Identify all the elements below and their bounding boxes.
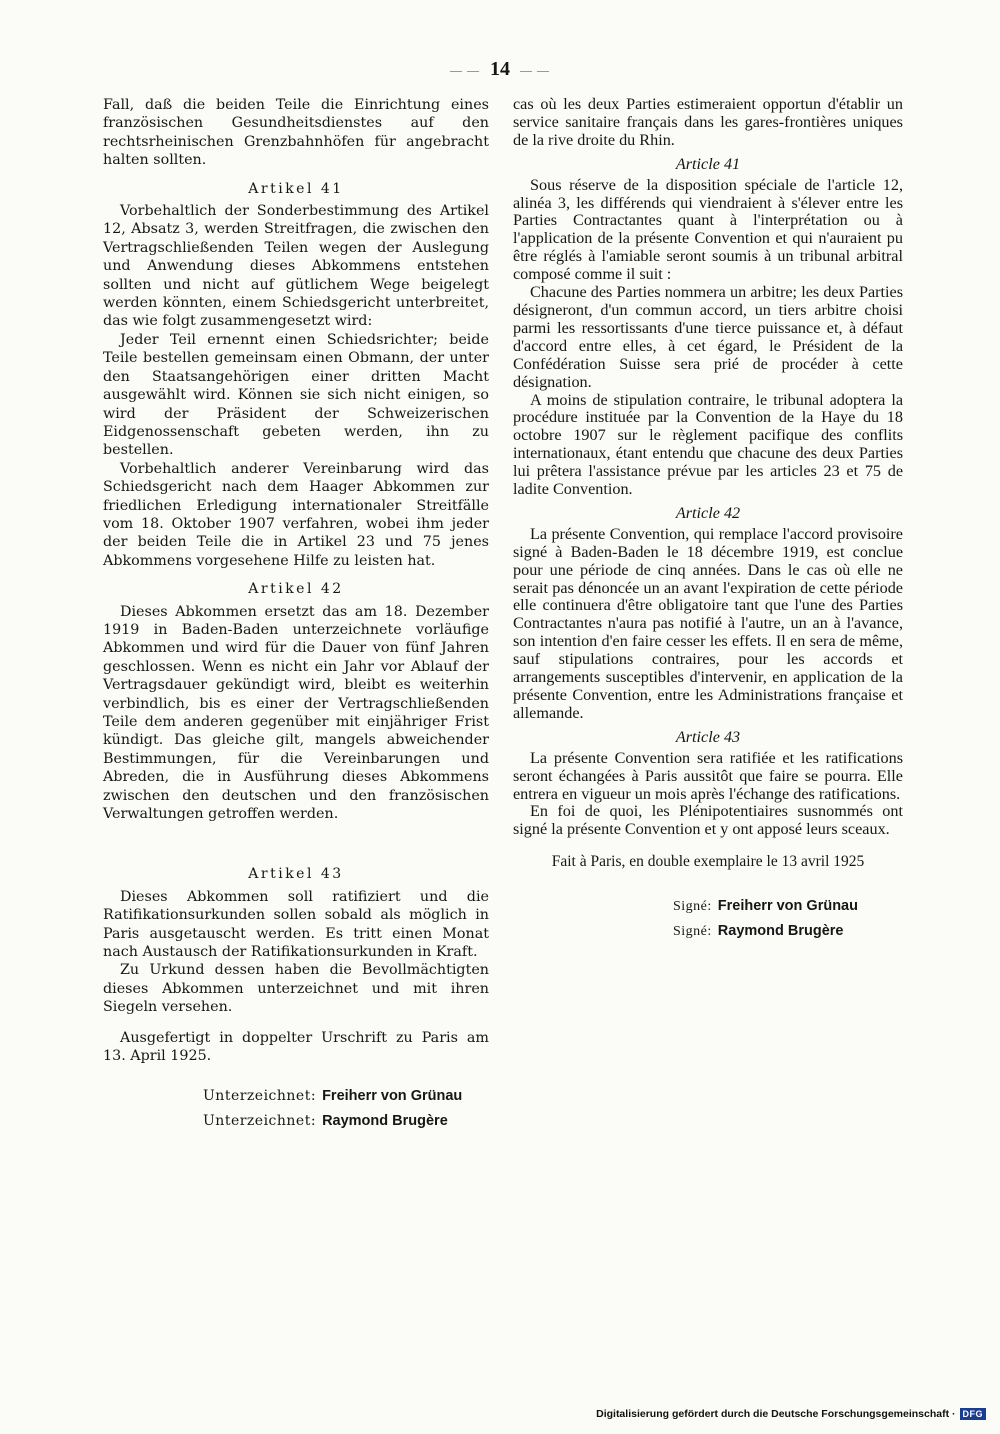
page-number-rule-left: — — [450, 62, 480, 77]
french-article-42-heading: Article 42 [675, 503, 741, 522]
french-intro: cas où les deux Parties estimeraient opportun d'établir un service sanitaire français dans les gares-frontières uniques de la rive droite du Rhin. [513, 95, 903, 149]
french-article-41-paragraph-2: Chacune des Parties nommera un arbitre; les deux Parties désigneront, d'un commun accord, un tiers arbitre choisi parmi les ressortissants d'une tierce puissance et, à défaut d'accord entre elles, à cet égard, le Président de la Confédération Suisse sera prié de procéder à cette désignation. [513, 283, 903, 391]
german-dated-line: Ausgefertigt in doppelter Urschrift zu Paris am 13. April 1925. [103, 1029, 489, 1065]
german-article-43-heading: Artikel 43 [248, 866, 344, 883]
french-article-43-paragraph-1: La présente Convention sera ratifiée et les ratifications seront échangées à Paris aussitôt que faire se pourra. Elle entrera en vigueur un mois après l'échange des ratifications. [513, 748, 903, 803]
german-signature-line-2 [203, 1109, 489, 1134]
german-article-41-paragraph-1: Vorbehaltlich der Sonderbestimmung des Artikel 12, Absatz 3, werden Streitfragen, die zwischen den Vertragschließenden Teilen wegen der Auslegung und Anwendung dieses Abkommens entstehen sollten und nicht auf gütlichem Wege beigelegt werden könnten, einem Schiedsgericht unterbreitet, das wie folgt zusammengesetzt wird: [103, 203, 489, 330]
german-signature-label: Unterzeichnet: [203, 1087, 317, 1104]
french-signature-label: Signé: [673, 924, 712, 940]
german-signature-label: Unterzeichnet: [203, 1112, 317, 1129]
german-intro: Fall, daß die beiden Teile die Einrichtung eines französischen Gesundheitsdienstes auf den rechtsrheinischen Grenzbahnhöfen für angebracht halten sollten. [103, 97, 489, 169]
french-signatory-2: Raymond Brugère [717, 923, 844, 940]
german-article-41-paragraph-3: Vorbehaltlich anderer Vereinbarung wird das Schiedsgericht nach dem Haager Abkommen zur friedlichen Erledigung internationaler Streitfälle vom 18. Oktober 1907 verfahren, wobei ihm jeder der beiden Teile die in Artikel 23 und 75 jenes Abkommens vorgesehene Hilfe zu leisten hat. [103, 460, 489, 569]
footer-text: Digitalisierung gefördert durch die Deutsche Forschungsgemeinschaft · [596, 1407, 956, 1420]
french-signature-line-1 [673, 893, 903, 918]
german-signatory-2: Raymond Brugère [322, 1112, 448, 1129]
german-spacer [103, 823, 489, 855]
german-article-41-heading: Artikel 41 [248, 180, 344, 197]
french-article-43-paragraph-2: En foi de quoi, les Plénipotentiaires susnommés ont signé la présente Convention et y ont apposé leurs sceaux. [513, 802, 903, 839]
german-column [103, 96, 489, 1134]
french-signature-label: Signé: [673, 899, 712, 915]
german-article-41-paragraph-2: Jeder Teil ernennt einen Schiedsrichter; beide Teile bestellen gemeinsam einen Obmann, der unter den Staatsangehörigen einer dritten Macht ausgewählt wird. Können sie sich nicht einigen, so wird der Präsident der Schweizerischen Eidgenossenschaft gebeten werden, ihn zu bestellen. [103, 331, 489, 459]
french-dated-line: Fait à Paris, en double exemplaire le 13 avril 1925 [551, 853, 865, 871]
french-article-41-paragraph-1: Sous réserve de la disposition spéciale de l'article 12, alinéa 3, les différends qui viendraient à s'élever entre les Parties Contractantes quant à l'interprétation ou à l'application de la présente Convention et qui n'auraient pu être réglés à l'amiable seront soumis à un tribunal arbitral composé comme il suit : [513, 175, 903, 284]
french-column [513, 96, 903, 943]
french-article-41-heading: Article 41 [675, 154, 741, 173]
french-signature-line-2 [673, 918, 903, 943]
french-signatory-1: Freiherr von Grünau [717, 898, 858, 915]
french-article-41-paragraph-3: A moins de stipulation contraire, le tribunal adoptera la procédure instituée par la Convention de la Haye du 18 octobre 1907 sur le règlement pacifique des conflits internationaux, étant entendu que chacune des deux Parties lui prêtera l'assistance prévue par les articles 23 et 75 de ladite Convention. [513, 390, 903, 499]
german-signatory-1: Freiherr von Grünau [322, 1087, 463, 1104]
page-number-rule-right: — — [520, 62, 550, 77]
digitization-footer [596, 1408, 986, 1420]
german-signature-line-1 [203, 1084, 489, 1109]
page-number [0, 58, 1000, 81]
french-article-42-paragraph-1: La présente Convention, qui remplace l'accord provisoire signé à Baden-Baden le 18 décembre 1919, est conclue pour une période de cinq années. Dans le cas où elle ne serait pas dénoncée un an avant l'expiration de cette période elle continuera d'être obligatoire tant que l'une des Parties Contractantes n'aura pas notifié à l'autre, un an à l'avance, son intention d'en faire cesser les effets. Il en sera de même, sauf stipulations contraires, pour les accords et arrangements susceptibles d'intervenir, en application de la présente Convention, entre les Administrations française et allemande. [513, 524, 903, 722]
german-article-43-paragraph-1: Dieses Abkommen soll ratifiziert und die Ratifikationsurkunden sollen sobald als möglich in Paris ausgetauscht werden. Es tritt einen Monat nach Austausch der Ratifikationsurkunden in Kraft. [103, 888, 489, 961]
german-article-42-paragraph-1: Dieses Abkommen ersetzt das am 18. Dezember 1919 in Baden-Baden unterzeichnete vorläufige Abkommen und wird für die Dauer von fünf Jahren geschlossen. Wenn es nicht ein Jahr vor Ablauf der Vertragsdauer gekündigt wird, bleibt es weiterhin verbindlich, bis es einer der Vertragschließenden Teile dem anderen gegenüber mit einjähriger Frist kündigt. Das gleiche gilt, mangels abweichender Bestimmungen, für die Vereinbarungen und Abreden, die in Ausführung dieses Abkommens zwischen den deutschen und den französischen Verwaltungen getroffen werden. [103, 603, 489, 823]
german-article-42-heading: Artikel 42 [248, 581, 344, 598]
dfg-logo: DFG [960, 1408, 987, 1420]
french-signature-block [513, 893, 903, 943]
french-article-43-heading: Article 43 [675, 727, 741, 746]
page-number-value: 14 [490, 58, 510, 80]
german-article-43-paragraph-2: Zu Urkund dessen haben die Bevollmächtigten dieses Abkommen unterzeichnet und mit ihren Siegeln versehen. [103, 962, 489, 1016]
german-signature-block [103, 1084, 489, 1134]
